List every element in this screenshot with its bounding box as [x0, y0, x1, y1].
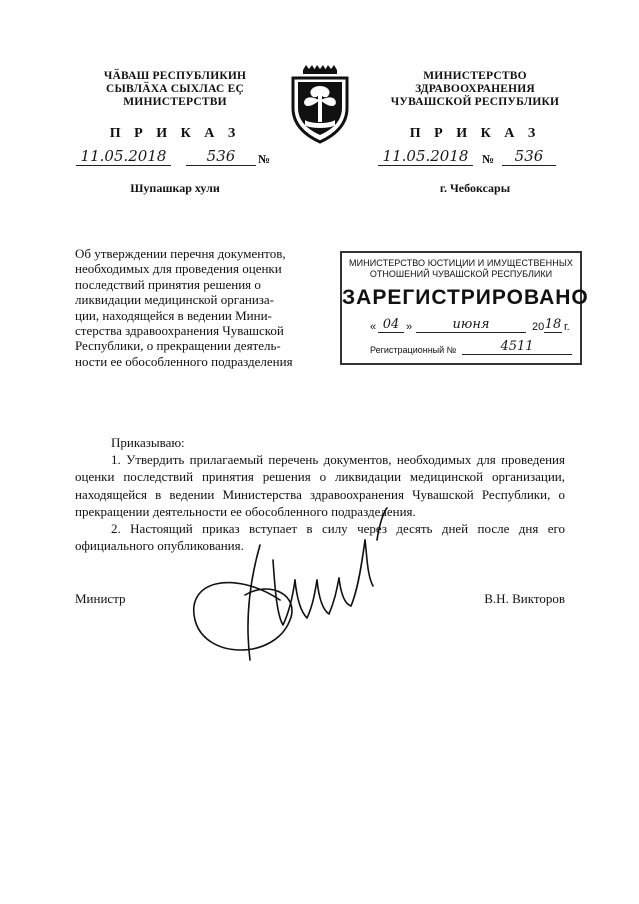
registration-stamp — [340, 251, 589, 365]
right-date: 11.05.2018 — [378, 147, 473, 166]
order-item-2: 2. Настоящий приказ вступает в силу через десять дней после дня его официального опубликования. — [75, 521, 565, 554]
stamp-org-line: ОТНОШЕНИЙ ЧУВАШСКОЙ РЕСПУБЛИКИ — [369, 269, 553, 279]
right-number: 536 — [502, 147, 556, 166]
subject-line: ции, находящейся в ведении Мини- — [75, 307, 272, 323]
handwritten-signature — [175, 500, 405, 670]
stamp-title: ЗАРЕГИСТРИРОВАНО — [342, 286, 589, 309]
coat-of-arms-emblem — [285, 62, 355, 144]
right-header-line: ЧУВАШСКОЙ РЕСПУБЛИКИ — [390, 96, 560, 108]
stamp-month: июня — [416, 317, 526, 333]
subject-line: ликвидации медицинской организа- — [75, 292, 275, 308]
stamp-reg-row — [370, 341, 575, 359]
left-header-line: СЫВЛӐХА СЫХЛАС ЕÇ — [106, 83, 244, 95]
stamp-org-line: МИНИСТЕРСТВО ЮСТИЦИИ И ИМУЩЕСТВЕННЫХ — [348, 258, 574, 268]
stamp-reg-label: Регистрационный № — [370, 345, 457, 355]
right-order-word: П Р И К А З — [409, 126, 541, 141]
subject-block — [75, 246, 315, 369]
left-number-sign: № — [258, 152, 271, 166]
subject-line: ности ее обособленного подразделения — [75, 353, 293, 369]
right-header — [375, 70, 575, 109]
right-city: г. Чебоксары — [439, 181, 511, 195]
left-date-number — [76, 147, 276, 171]
left-header-line: МИНИСТЕРСТВИ — [123, 96, 227, 108]
subject-line: Об утверждении перечня документов, — [75, 246, 286, 261]
order-item-1: 1. Утвердить прилагаемый перечень документов, необходимых для проведения оценки последствий принятия решения о ликвидации медицинской организации, находящейся в ведении Министерства здравоохранения Чувашской Республики, о прекращении деятельности ее обособленного подразделения. — [75, 452, 565, 519]
signature-name: В.Н. Викторов — [484, 591, 565, 606]
subject-line: последствий принятия решения о — [75, 276, 261, 292]
stamp-year-unit: г. — [564, 321, 570, 333]
stamp-reg-number: 4511 — [462, 339, 572, 355]
stamp-year-suffix: 18 — [544, 317, 562, 332]
left-city: Шупашкар хули — [130, 181, 220, 195]
left-header — [75, 70, 275, 109]
subject-line: необходимых для проведения оценки — [75, 261, 282, 277]
left-order-word: П Р И К А З — [109, 126, 241, 141]
right-header-line: МИНИСТЕРСТВО — [423, 70, 527, 82]
left-number: 536 — [186, 147, 256, 166]
subject-line: Республики, о прекращении деятель- — [75, 338, 281, 354]
right-date-number — [378, 147, 578, 171]
order-intro: Приказываю: — [111, 435, 185, 450]
left-date: 11.05.2018 — [76, 147, 171, 166]
stamp-date-row: « 04 » июня 20 18 г. — [370, 317, 570, 333]
right-header-line: ЗДРАВООХРАНЕНИЯ — [415, 83, 535, 95]
stamp-day: 04 — [378, 317, 404, 333]
stamp-year-prefix: 20 — [532, 321, 545, 333]
right-number-sign: № — [482, 152, 495, 166]
signature-position: Министр — [75, 591, 126, 606]
left-header-line: ЧӐВАШ РЕСПУБЛИКИН — [103, 70, 247, 82]
subject-line: стерства здравоохранения Чувашской — [75, 323, 284, 339]
